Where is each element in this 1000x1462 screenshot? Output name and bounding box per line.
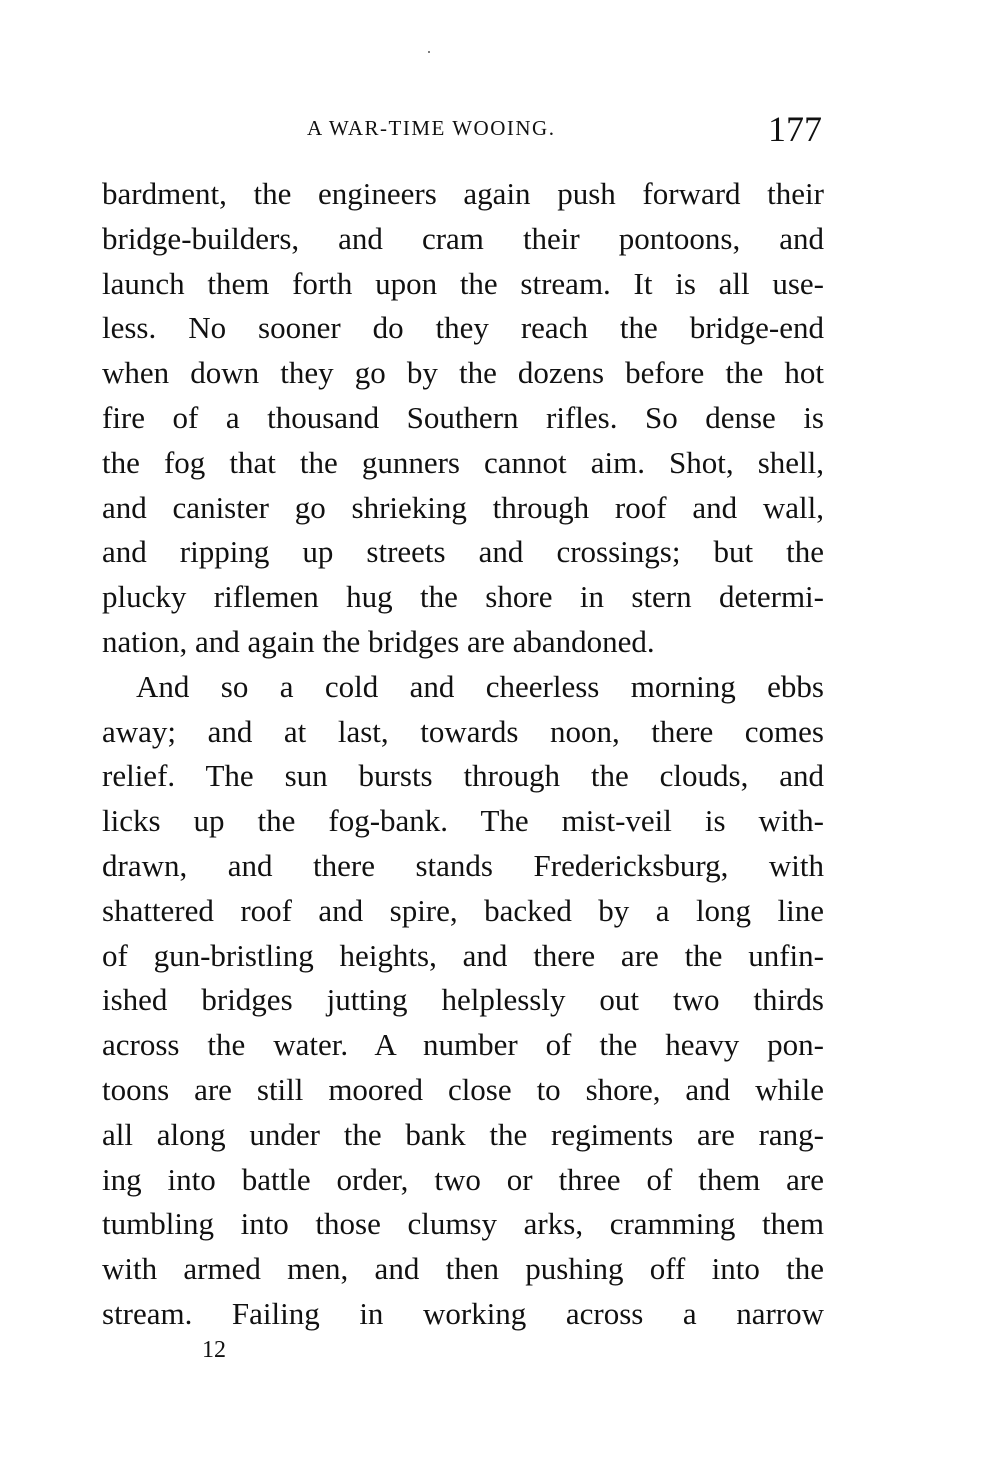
signature-mark: 12 [202, 1337, 226, 1363]
page-number: 177 [768, 109, 822, 149]
text-line: relief. The sun bursts through the clouds, and [102, 758, 824, 794]
text-line: and ripping up streets and crossings; but the [102, 534, 824, 570]
text-line: with armed men, and then pushing off into the [102, 1251, 824, 1287]
text-line: stream. Failing in working across a narrow [102, 1295, 824, 1331]
text-line: licks up the fog-bank. The mist-veil is with- [102, 803, 824, 839]
text-line: launch them forth upon the stream. It is all use- [102, 265, 824, 301]
text-line: across the water. A number of the heavy pon- [102, 1027, 824, 1063]
paragraph-1 [102, 172, 824, 665]
running-title: A WAR-TIME WOOING. [307, 116, 556, 140]
text-line: ished bridges jutting helplessly out two thirds [102, 982, 824, 1018]
text-line: bridge-builders, and cram their pontoons, and [102, 220, 824, 256]
running-head [102, 109, 822, 149]
text-line: nation, and again the bridges are abandoned. [102, 623, 655, 659]
text-line: plucky riflemen hug the shore in stern determi- [102, 579, 824, 615]
text-line: fire of a thousand Southern rifles. So dense is [102, 399, 824, 435]
text-line: drawn, and there stands Fredericksburg, with [102, 847, 824, 883]
text-line: less. No sooner do they reach the bridge-end [102, 310, 824, 346]
text-line: ing into battle order, two or three of them are [102, 1161, 824, 1197]
text-line: away; and at last, towards noon, there comes [102, 713, 824, 749]
text-line: bardment, the engineers again push forward their [102, 176, 824, 211]
text-line: when down they go by the dozens before the hot [102, 355, 824, 391]
text-line: of gun-bristling heights, and there are the unfin- [102, 937, 824, 973]
text-line: and canister go shrieking through roof and wall, [102, 489, 824, 525]
text-line: shattered roof and spire, backed by a long line [102, 892, 824, 928]
text-line: toons are still moored close to shore, and while [102, 1071, 824, 1107]
text-line: all along under the bank the regiments are rang- [102, 1116, 824, 1152]
paper-speck [428, 51, 430, 53]
text-line: And so a cold and cheerless morning ebbs [136, 668, 824, 704]
paragraph-2 [102, 665, 824, 1337]
text-line: tumbling into those clumsy arks, cramming them [102, 1206, 824, 1242]
body-text [102, 172, 824, 1337]
text-line: the fog that the gunners cannot aim. Shot, shell, [102, 444, 824, 480]
